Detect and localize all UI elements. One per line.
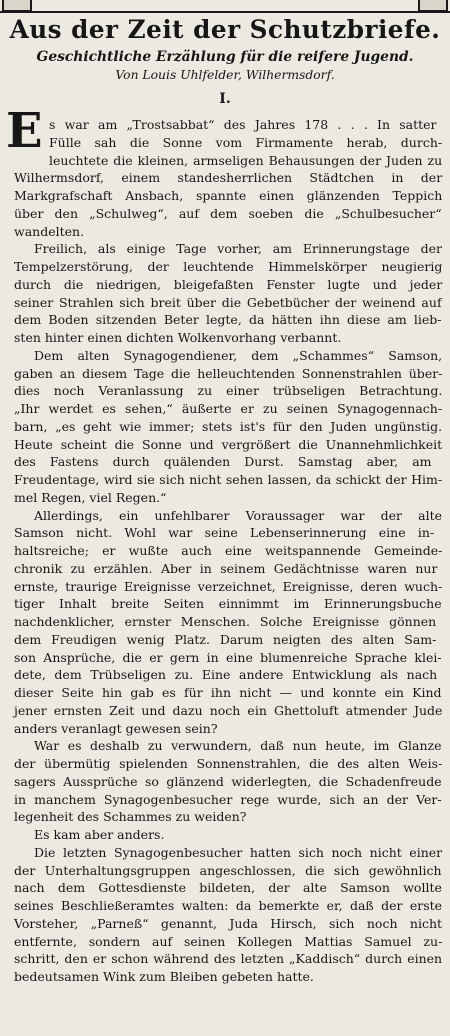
text-line: gaben an diesem Tage die helleuchtenden Sonnenstrahlen über-: [14, 365, 443, 381]
text-line: seines Beschließeramtes walten: da bemerkte er, daß der erste: [14, 898, 443, 913]
text-line: Freilich, als einige Tage vorher, am Erinnerungstage der: [34, 241, 443, 257]
text-line: seiner Strahlen sich breit über die Gebetbücher der weinend auf: [14, 294, 442, 310]
text-line: son Ansprüche, die er gern in eine blumenreiche Sprache klei-: [14, 649, 442, 665]
text-line: Heute scheint die Sonne und vergrößert die Unannehmlichkeit: [14, 436, 443, 452]
text-line: der Unterhaltungsgruppen angeschlossen, die sich gewöhnlich: [14, 862, 442, 878]
text-line: über den „Schulweg“, auf dem soeben die „Schulbesucher“: [14, 205, 442, 221]
text-line: Freudentage, wird sie sich nicht sehen lassen, da schickt der Him-: [14, 472, 443, 487]
text-line: chronik zu erzählen. Aber in seinem Gedächtnisse waren nur: [14, 560, 438, 576]
top-border-ornament: [0, 0, 450, 14]
text-line: jener ernsten Zeit und dazu noch ein Ghettoluft atmender Jude: [14, 702, 443, 718]
chapter-number: I.: [219, 91, 231, 107]
text-line: Samson nicht. Wohl war seine Lebenserinnerung eine in-: [14, 525, 435, 541]
text-line: bedeutsamen Wink zum Bleiben gebeten hatte.: [14, 969, 314, 984]
text-line: der übermütig spielenden Sonnenstrahlen, die des alten Weis-: [14, 756, 443, 771]
text-line: ernste, traurige Ereignisse verzeichnet, Ereignisse, deren wuch-: [14, 578, 443, 594]
text-line: tiger Inhalt breite Seiten einnimmt im Erinnerungsbuche: [14, 596, 442, 612]
text-line: schritt, den er schon während des letzten „Kaddisch“ durch einen: [14, 951, 443, 967]
text-line: wandelten.: [14, 223, 85, 239]
text-line: dem Boden sitzenden Beter legte, da hätten ihn diese am lieb-: [14, 312, 442, 328]
drop-cap: E: [6, 103, 43, 159]
text-line: Tempelzerstörung, der leuchtende Himmelskörper neugierig: [14, 259, 443, 274]
text-line: Dem alten Synagogendiener, dem „Schammes“ Samson,: [34, 347, 443, 363]
text-line: Allerdings, ein unfehlbarer Voraussager war der alte: [34, 507, 443, 523]
text-line: Fülle sah die Sonne vom Firmamente herab, durch-: [49, 134, 443, 150]
text-line: Wilhermsdorf, einem standesherrlichen Städtchen in der: [14, 170, 443, 186]
author-byline: Von Louis Uhlfelder, Wilhermsdorf.: [115, 67, 335, 82]
text-line: Die letzten Synagogenbesucher hatten sich noch nicht einer: [34, 844, 443, 860]
text-line: mel Regen, viel Regen.“: [14, 489, 167, 505]
text-line: Es kam aber anders.: [34, 827, 165, 842]
text-line: dem Freudigen wenig Platz. Darum neigten des alten Sam-: [14, 631, 437, 647]
text-line: dies noch Veranlassung zu einer trübseligen Betrachtung.: [14, 383, 443, 399]
text-line: anders veranlagt gewesen sein?: [14, 720, 218, 736]
text-line: Vorsteher, „Parneß“ genannt, Juda Hirsch, sich noch nicht: [14, 915, 443, 931]
text-line: dieser Seite hin gab es für ihn nicht — und konnte ein Kind: [14, 685, 442, 700]
text-line: des Fastens durch quälenden Durst. Samstag aber, am: [14, 454, 432, 470]
text-line: nachdenklicher, ernster Menschen. Solche Ereignisse gönnen: [14, 614, 437, 629]
article-title: Aus der Zeit der Schutzbriefe.: [9, 15, 441, 44]
text-line: Markgrafschaft Ansbach, spannte einen glänzenden Teppich: [14, 188, 443, 203]
text-line: durch die niedrigen, bleigefaßten Fenster lugte und jeder: [14, 276, 443, 292]
header-rule: [0, 11, 450, 13]
text-line: in manchem Synagogenbesucher rege wurde, sich an der Ver-: [14, 791, 442, 807]
text-line: War es deshalb zu verwundern, daß nun heute, im Glanze: [34, 738, 442, 754]
text-line: „Ihr werdet es sehen,“ äußerte er zu seinen Synagogennach-: [14, 401, 443, 416]
text-line: leuchtete die kleinen, armseligen Behausungen der Juden zu: [49, 152, 443, 168]
right-ornament: [418, 0, 448, 12]
article-subtitle: Geschichtliche Erzählung für die reifere Jugend.: [36, 49, 414, 65]
text-line: barn, „es geht wie immer; stets ist's für den Juden ungünstig.: [14, 418, 443, 434]
text-line: sten hinter einen dichten Wolkenvorhang verbannt.: [14, 330, 342, 345]
text-line: nach dem Gottesdienste bildeten, der alte Samson wollte: [14, 880, 442, 896]
text-line: dete, dem Trübseligen zu. Eine andere Entwicklung als nach: [14, 667, 438, 683]
text-line: haltsreiche; er wußte auch eine weitspannende Gemeinde-: [14, 543, 443, 558]
text-line: legenheit des Schammes zu weiden?: [14, 809, 247, 825]
text-line: s war am „Trostsabbat“ des Jahres 178 . . . In satter: [49, 117, 437, 132]
text-line: sagers Aussprüche so glänzend widerlegten, die Schadenfreude: [14, 773, 442, 789]
text-line: entfernte, sondern auf seinen Kollegen Mattias Samuel zu-: [14, 933, 443, 949]
